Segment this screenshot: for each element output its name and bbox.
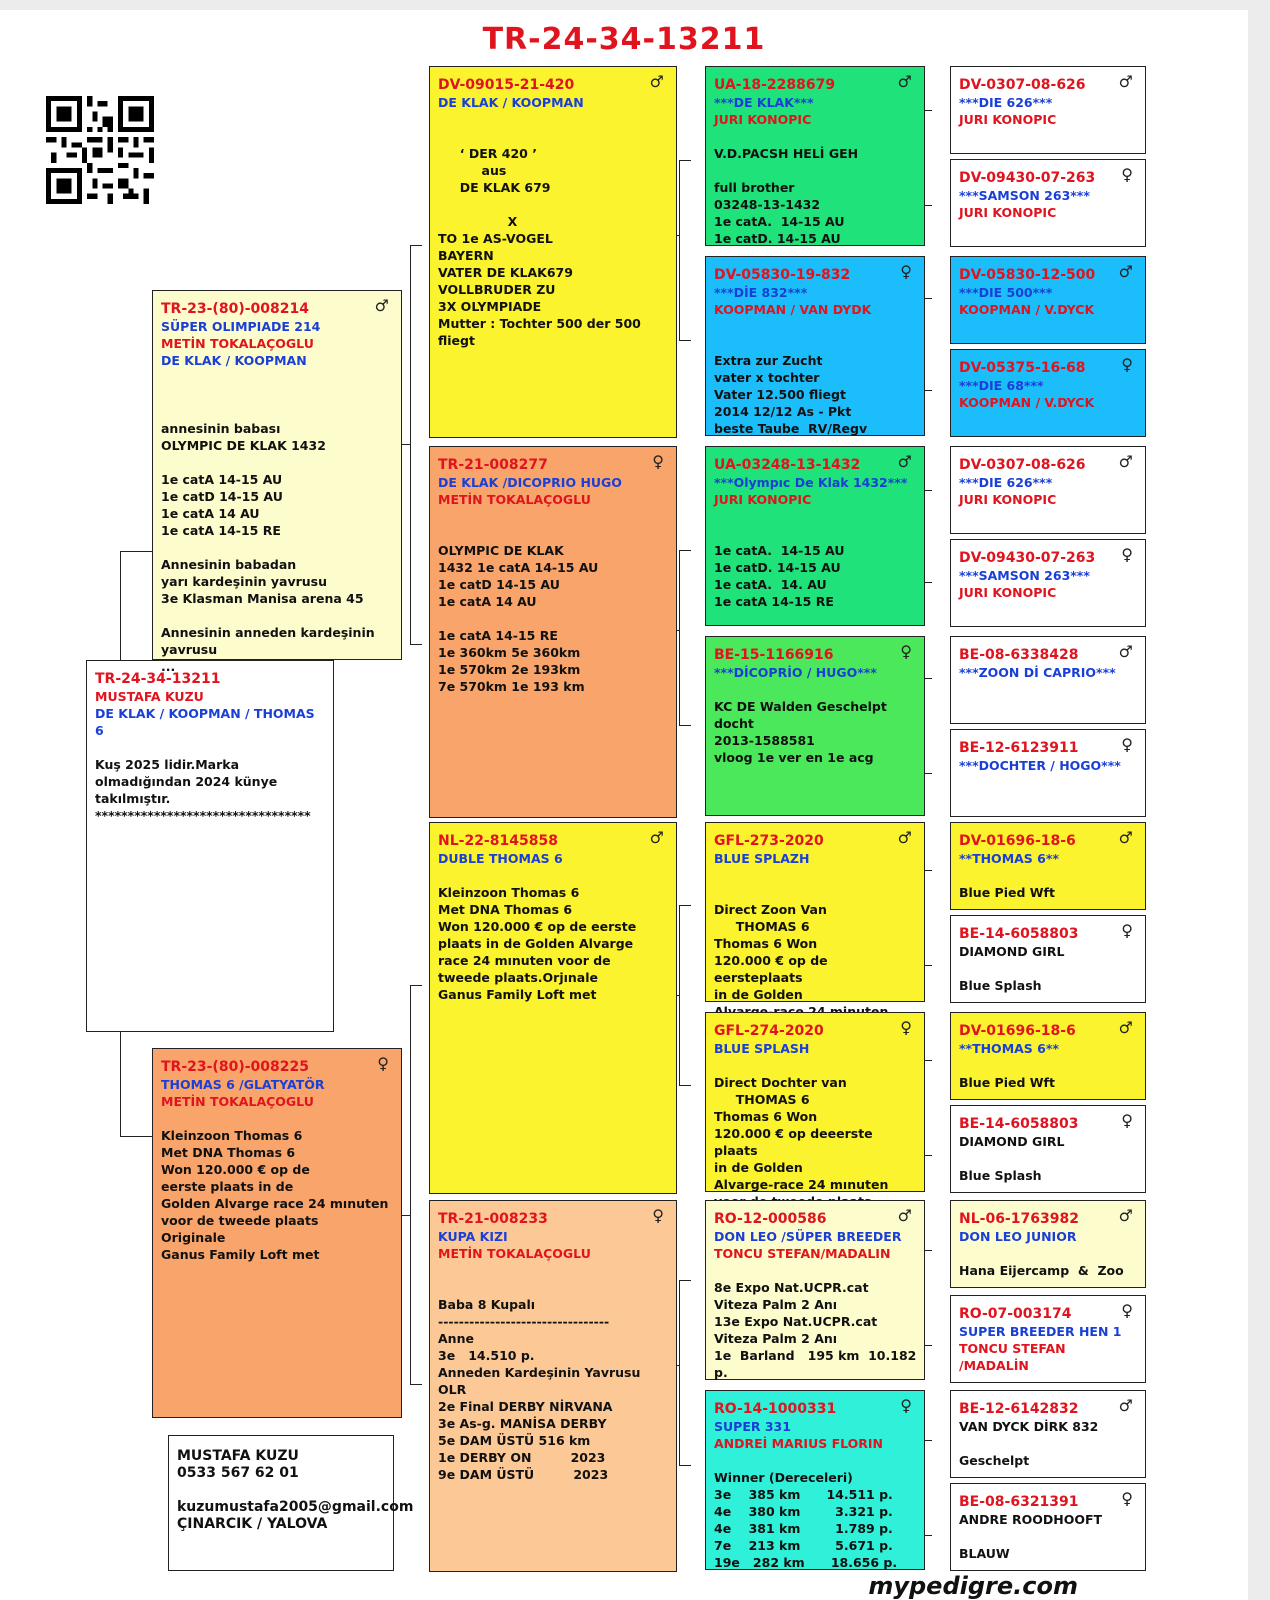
gen4-card[interactable] [705,636,925,816]
gen5-ring: DV-09430-07-263 [959,170,1096,186]
female-icon: ♀ [1121,735,1133,754]
gen4-notes: 1e catA. 14-15 AU 1e catD. 14-15 AU 1e catA. 14. AU 1e catA 14-15 RE [714,543,845,609]
gen3-notes: OLYMPIC DE KLAK 1432 1e catA 14-15 AU 1e catD 14-15 AU 1e catA 14 AU 1e catA 14-15 RE 1e 360km 5e 360km 1e 570km 2e 193km 7e 570km 1e 193 km [438,543,599,694]
gen5-name: ***DIE 500*** [959,285,1053,300]
gen5-card[interactable] [950,915,1146,1003]
contact-location: ÇINARCIK / YALOVA [177,1516,328,1532]
gen5-ring: NL-06-1763982 [959,1211,1079,1227]
male-icon: ♂ [1118,452,1133,471]
gen5-ring: DV-05830-12-500 [959,267,1096,283]
dam-ring: TR-23-(80)-008225 [161,1059,309,1075]
gen3-card[interactable] [429,446,677,818]
gen5-card[interactable] [950,729,1146,817]
gen5-card[interactable] [950,1483,1146,1571]
female-icon: ♀ [652,1206,664,1225]
gen5-name: DIAMOND GIRL [959,1134,1065,1149]
gen4-ring: RO-14-1000331 [714,1401,837,1417]
sire-notes: annesinin babası OLYMPIC DE KLAK 1432 1e catA 14-15 AU 1e catD 14-15 AU 1e catA 14 AU 1e catA 14-15 RE Annesinin babadan yarı kardeşinin yavrusu 3e Klasman Manisa arena 45 Annesinin anneden kardeşinin yavrusu ... [161,421,375,674]
gen5-breeder: KOOPMAN / V.DYCK [959,395,1095,410]
gen5-name: DON LEO JUNIOR [959,1229,1077,1244]
gen3-ring: DV-09015-21-420 [438,77,575,93]
male-icon: ♂ [374,296,389,315]
sire-line: DE KLAK / KOOPMAN [161,353,307,368]
gen3-breeder: METİN TOKALAÇOGLU [438,492,591,507]
footer-brand: mypedigre.com [868,1572,1078,1600]
gen4-ring: UA-03248-13-1432 [714,457,861,473]
gen5-breeder: JURI KONOPIC [959,205,1057,220]
female-icon: ♀ [1121,355,1133,374]
gen5-ring: BE-12-6142832 [959,1401,1079,1417]
gen4-ring: DV-05830-19-832 [714,267,851,283]
sire-breeder: METİN TOKALAÇOGLU [161,336,314,351]
gen4-name: SUPER 331 [714,1419,791,1434]
gen3-name: KUPA KIZI [438,1229,508,1244]
male-icon: ♂ [1118,642,1133,661]
gen5-name: **THOMAS 6** [959,851,1059,866]
gen4-notes: Direct Dochter van THOMAS 6 Thomas 6 Won 120.000 € op deeerste plaats in de Golden Alvarge-race 24 mınuten [714,1075,889,1192]
female-icon: ♀ [1121,1489,1133,1508]
gen3-notes: ‘ DER 420 ’ aus DE KLAK 679 X TO 1e AS-VOGEL BAYERN VATER DE KLAK679 VOLLBRUDER ZU 3X OLYMPIADE Mutter : Tochter 500 der 500 fliegt [438,146,641,348]
male-icon: ♂ [649,828,664,847]
gen5-name: VAN DYCK DİRK 832 [959,1419,1099,1434]
gen4-card[interactable] [705,1012,925,1192]
gen4-card[interactable] [705,1200,925,1380]
gen3-notes: Baba 8 Kupalı --------------------------------- Anne 3e 14.510 p. Anneden Kardeşinin Yavrusu OLR 2e Final DERBY NİRVANA 3e As-g. MANİSA DERBY 5e DAM ÜSTÜ 516 km 1e DERBY ON 2023 9e DAM ÜSTÜ 2023 [438,1297,641,1482]
gen3-card[interactable] [429,822,677,1194]
gen5-card[interactable] [950,1200,1146,1288]
gen5-name: ANDRE ROODHOOFT [959,1512,1103,1527]
gen3-ring: NL-22-8145858 [438,833,558,849]
gen4-name: ***DİE 832*** [714,285,808,300]
contact-phone: 0533 567 62 01 [177,1465,299,1481]
female-icon: ♀ [1121,545,1133,564]
subject-breeder: DE KLAK / KOOPMAN / THOMAS 6 [95,706,315,738]
gen5-ring: RO-07-003174 [959,1306,1072,1322]
male-icon: ♂ [649,72,664,91]
male-icon: ♂ [897,72,912,91]
gen5-notes: BLAUW [959,1546,1010,1561]
gen4-card[interactable] [705,1390,925,1570]
gen5-breeder: TONCU STEFAN /MADALİN [959,1341,1066,1373]
gen4-name: BLUE SPLAZH [714,851,810,866]
female-icon: ♀ [900,642,912,661]
female-icon: ♀ [900,1018,912,1037]
gen5-ring: BE-08-6338428 [959,647,1079,663]
dam-name: THOMAS 6 /GLATYATÖR [161,1077,325,1092]
sire-card[interactable] [152,290,402,674]
gen3-name: DUBLE THOMAS 6 [438,851,563,866]
female-icon: ♀ [900,1396,912,1415]
gen5-name: ***ZOON Dİ CAPRIO*** [959,665,1116,680]
gen5-notes: Blue Pied Wft [959,885,1055,900]
gen5-card[interactable] [950,159,1146,247]
gen5-card[interactable] [950,1105,1146,1193]
gen5-ring: BE-14-6058803 [959,926,1079,942]
gen5-card[interactable] [950,636,1146,724]
gen5-name: DIAMOND GIRL [959,944,1065,959]
gen5-name: ***DIE 68*** [959,378,1044,393]
gen3-notes: Kleinzoon Thomas 6 Met DNA Thomas 6 Won 120.000 € op de eerste plaats in de Golden Alvarge race 24 mınuten voor de tweede plaats.Orjınale Ganus Family Loft met [438,885,637,1002]
female-icon: ♀ [1121,1301,1133,1320]
gen4-name: DON LEO /SÜPER BREEDER [714,1229,902,1244]
gen5-name: **THOMAS 6** [959,1041,1059,1056]
gen5-breeder: KOOPMAN / V.DYCK [959,302,1095,317]
gen4-ring: UA-18-2288679 [714,77,836,93]
gen5-card[interactable] [950,539,1146,627]
gen3-name: DE KLAK / KOOPMAN [438,95,584,110]
gen4-notes: 8e Expo Nat.UCPR.cat Viteza Palm 2 Anı 13e Expo Nat.UCPR.cat Viteza Palm 2 Anı 1e Barland 195 km 10.182 p. [714,1280,917,1380]
gen5-notes: Geschelpt [959,1453,1030,1468]
female-icon: ♀ [1121,1111,1133,1130]
gen4-breeder: ANDREİ MARIUS FLORIN [714,1436,883,1451]
gen4-notes: Winner (Dereceleri) 3e 385 km 14.511 p. 4e 380 km 3.321 p. 4e 381 km 1.789 p. 7e 213 km 5.671 p. 19e 282 km 18.656 p. [714,1470,898,1570]
gen3-ring: TR-21-008277 [438,457,548,473]
gen4-notes: KC DE Walden Geschelpt docht 2013-1588581 vloog 1e ver en 1e acg [714,699,887,765]
gen5-ring: BE-12-6123911 [959,740,1079,756]
gen5-card[interactable] [950,1012,1146,1100]
gen5-ring: DV-01696-18-6 [959,833,1076,849]
dam-notes: Kleinzoon Thomas 6 Met DNA Thomas 6 Won 120.000 € op de eerste plaats in de Golden Alvarge race 24 mınuten voor de tweede plaats Originale Ganus Family Loft met [161,1128,389,1262]
male-icon: ♂ [1118,1396,1133,1415]
gen5-name: ***DIE 626*** [959,95,1053,110]
gen5-name: ***SAMSON 263*** [959,568,1090,583]
gen4-notes: V.D.PACSH HELİ GEH full brother 03248-13-1432 1e catA. 14-15 AU 1e catD. 14-15 AU [714,146,859,246]
gen5-name: ***DOCHTER / HOGO*** [959,758,1121,773]
female-icon: ♀ [652,452,664,471]
gen5-ring: BE-14-6058803 [959,1116,1079,1132]
gen5-ring: DV-09430-07-263 [959,550,1096,566]
gen3-ring: TR-21-008233 [438,1211,548,1227]
gen3-breeder: METİN TOKALAÇOGLU [438,1246,591,1261]
contact-name: MUSTAFA KUZU [177,1448,299,1464]
gen5-breeder: JURI KONOPIC [959,112,1057,127]
female-icon: ♀ [1121,165,1133,184]
subject-ring: TR-24-34-13211 [95,671,221,687]
gen5-notes: Blue Splash [959,978,1042,993]
pedigree-page [0,10,1248,1600]
subject-notes: Kuş 2025 lidir.Marka olmadığından 2024 künye takılmıştır. ********************************* [95,757,311,823]
contact-email[interactable]: kuzumustafa2005@gmail.com [177,1499,414,1515]
gen5-card[interactable] [950,446,1146,534]
male-icon: ♂ [1118,1018,1133,1037]
gen4-card[interactable] [705,66,925,246]
gen5-ring: DV-01696-18-6 [959,1023,1076,1039]
gen4-breeder: JURI KONOPIC [714,492,812,507]
gen4-ring: BE-15-1166916 [714,647,834,663]
gen4-breeder: TONCU STEFAN/MADALIN [714,1246,891,1261]
female-icon: ♀ [1121,921,1133,940]
qr-code-icon [46,96,154,204]
gen5-notes: Blue Splash [959,1168,1042,1183]
gen3-card[interactable] [429,66,677,438]
male-icon: ♂ [897,452,912,471]
gen4-name: ***Olympıc De Klak 1432*** [714,475,908,490]
subject-name: MUSTAFA KUZU [95,689,204,704]
page-title: TR-24-34-13211 [482,22,766,57]
dam-breeder: METİN TOKALAÇOGLU [161,1094,314,1109]
gen4-name: BLUE SPLASH [714,1041,810,1056]
subject-card[interactable] [86,660,334,1032]
sire-name: SÜPER OLIMPIADE 214 [161,319,321,334]
male-icon: ♂ [1118,1206,1133,1225]
gen4-breeder: KOOPMAN / VAN DYDK [714,302,872,317]
gen5-ring: DV-05375-16-68 [959,360,1086,376]
male-icon: ♂ [1118,828,1133,847]
sire-ring: TR-23-(80)-008214 [161,301,309,317]
gen4-card[interactable] [705,446,925,626]
contact-card [168,1435,414,1571]
female-icon: ♀ [900,262,912,281]
gen4-ring: GFL-273-2020 [714,833,824,849]
gen5-card[interactable] [950,66,1146,154]
gen5-notes: Hana Eijercamp & Zoo [959,1263,1124,1278]
male-icon: ♂ [1118,72,1133,91]
gen4-card[interactable] [705,822,925,1002]
gen5-ring: BE-08-6321391 [959,1494,1079,1510]
gen4-ring: RO-12-000586 [714,1211,827,1227]
male-icon: ♂ [1118,262,1133,281]
gen5-card[interactable] [950,1295,1146,1383]
gen4-notes: Extra zur Zucht vater x tochter Vater 12.500 fliegt 2014 12/12 As - Pkt beste Taube RV/Regv [714,353,868,436]
gen4-ring: GFL-274-2020 [714,1023,824,1039]
gen4-notes: Direct Zoon Van THOMAS 6 Thomas 6 Won 120.000 € op de eersteplaats in de Golden [714,902,828,1002]
female-icon: ♀ [377,1054,389,1073]
gen5-notes: Blue Pied Wft [959,1075,1055,1090]
gen5-card[interactable] [950,822,1146,910]
gen4-card[interactable] [705,256,925,436]
gen5-ring: DV-0307-08-626 [959,457,1086,473]
gen4-name: ***DİCOPRİO / HUGO*** [714,665,877,680]
gen5-card[interactable] [950,256,1146,344]
gen5-name: ***SAMSON 263*** [959,188,1090,203]
gen5-breeder: JURI KONOPIC [959,585,1057,600]
gen4-name: ***DE KLAK*** [714,95,814,110]
gen5-name: SUPER BREEDER HEN 1 [959,1324,1122,1339]
dam-card[interactable] [152,1048,402,1418]
gen4-breeder: JURI KONOPIC [714,112,812,127]
gen3-name: DE KLAK /DICOPRIO HUGO [438,475,622,490]
gen5-ring: DV-0307-08-626 [959,77,1086,93]
gen5-breeder: JURI KONOPIC [959,492,1057,507]
gen5-card[interactable] [950,1390,1146,1478]
male-icon: ♂ [897,828,912,847]
gen5-card[interactable] [950,349,1146,437]
male-icon: ♂ [897,1206,912,1225]
gen5-name: ***DIE 626*** [959,475,1053,490]
gen3-card[interactable] [429,1200,677,1572]
